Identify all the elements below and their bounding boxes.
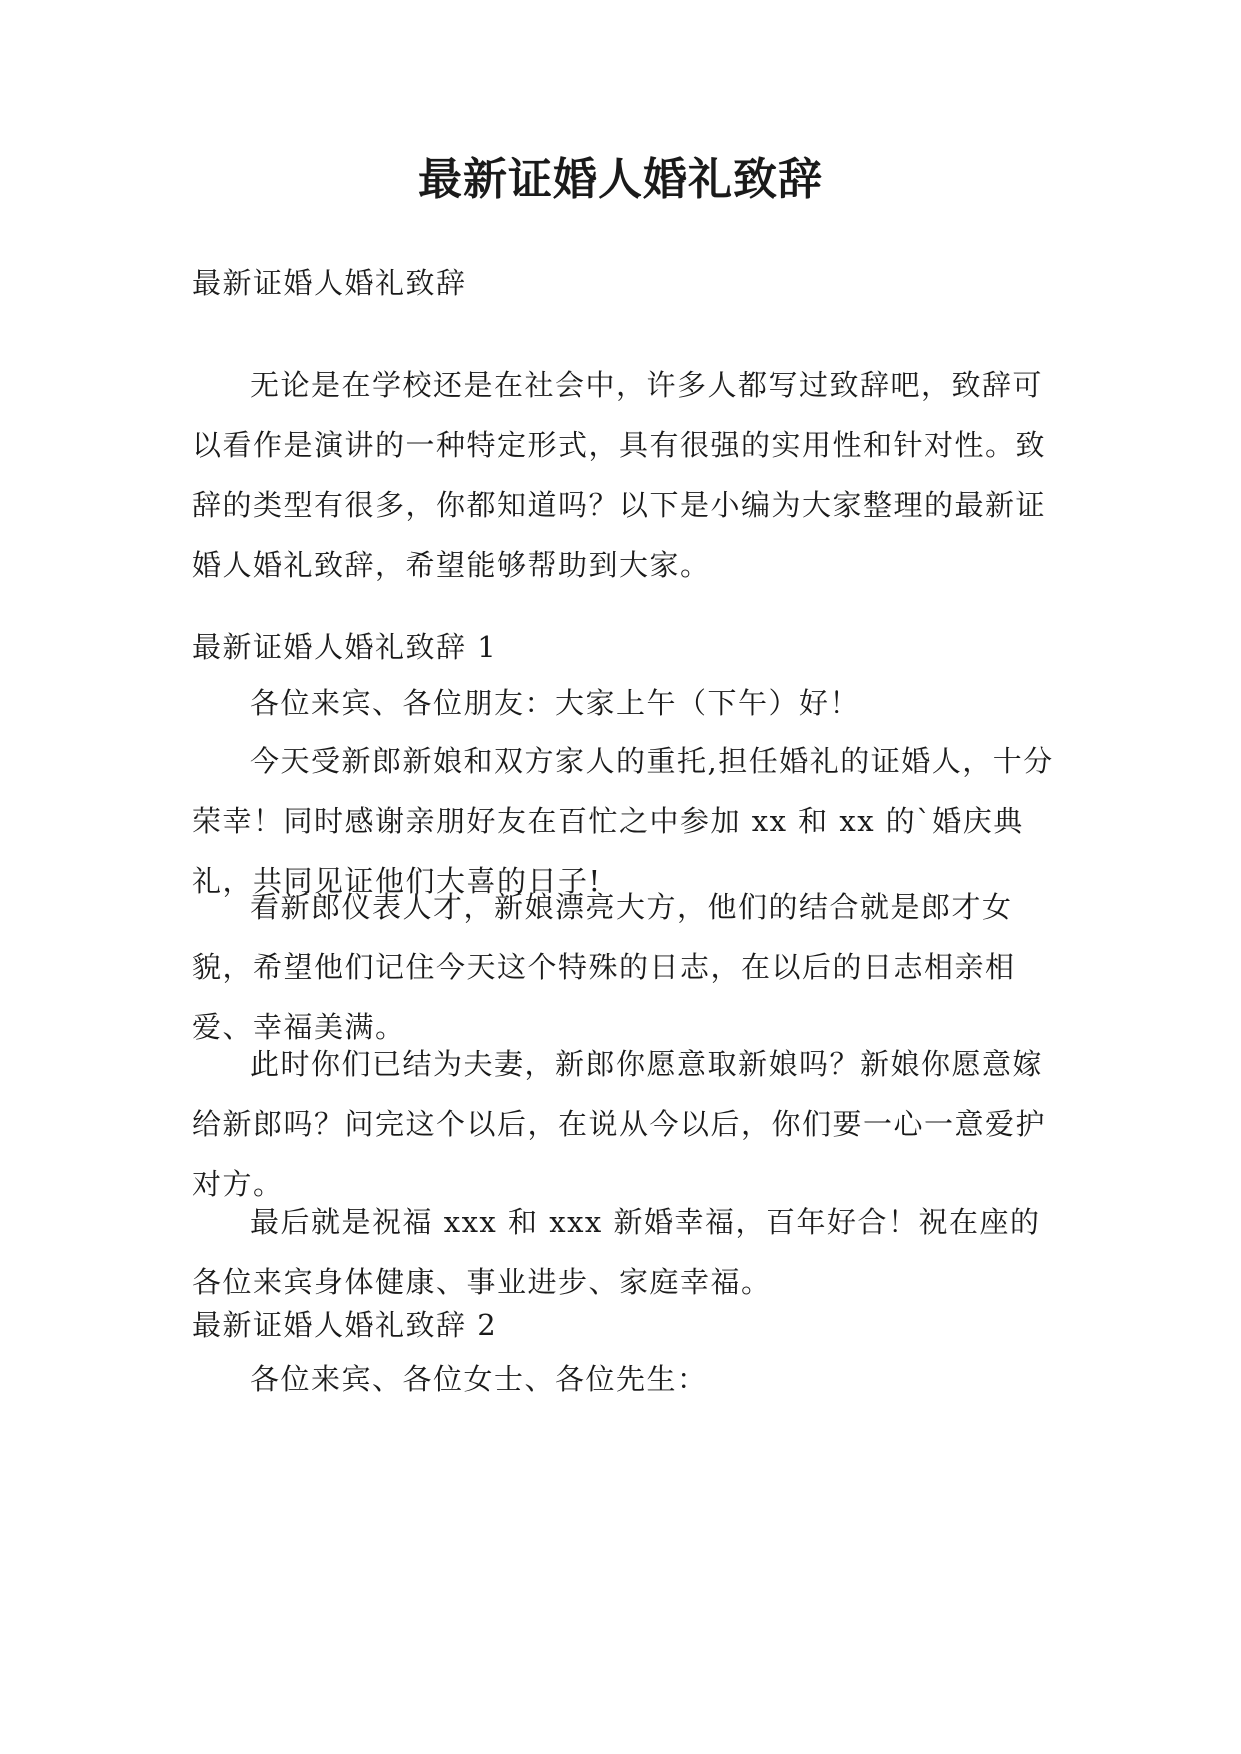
intro-paragraph: 无论是在学校还是在社会中，许多人都写过致辞吧，致辞可以看作是演讲的一种特定形式，具有很强的实用性和针对性。致辞的类型有很多，你都知道吗？以下是小编为大家整理的最新证婚人婚礼致辞，希望能够帮助到大家。 [192,368,1047,582]
document-title: 最新证婚人婚礼致辞 [418,154,823,205]
section-1-paragraph-1: 各位来宾、各位朋友：大家上午（下午）好！ [250,686,861,720]
section-1-paragraph-4: 此时你们已结为夫妻，新郎你愿意取新娘吗？新娘你愿意嫁给新郎吗？问完这个以后，在说从今以后，你们要一心一意爱护对方。 [192,1047,1047,1201]
section-1-heading: 最新证婚人婚礼致辞 1 [192,630,498,664]
section-1-paragraph-5: 最后就是祝福 xxx 和 xxx 新婚幸福，百年好合！祝在座的各位来宾身体健康、事业进步、家庭幸福。 [192,1205,1041,1299]
section-2-paragraph-1: 各位来宾、各位女士、各位先生： [250,1362,708,1396]
document-subtitle: 最新证婚人婚礼致辞 [192,266,467,300]
section-1-paragraph-3: 看新郎仪表人才，新娘漂亮大方，他们的结合就是郎才女貌，希望他们记住今天这个特殊的日志，在以后的日志相亲相爱、幸福美满。 [192,890,1016,1044]
section-2-heading: 最新证婚人婚礼致辞 2 [192,1308,498,1342]
section-1-paragraph-2: 今天受新郎新娘和双方家人的重托,担任婚礼的证婚人，十分荣幸！同时感谢亲朋好友在百忙之中参加 xx 和 xx 的`婚庆典礼，共同见证他们大喜的日子! [192,744,1054,898]
